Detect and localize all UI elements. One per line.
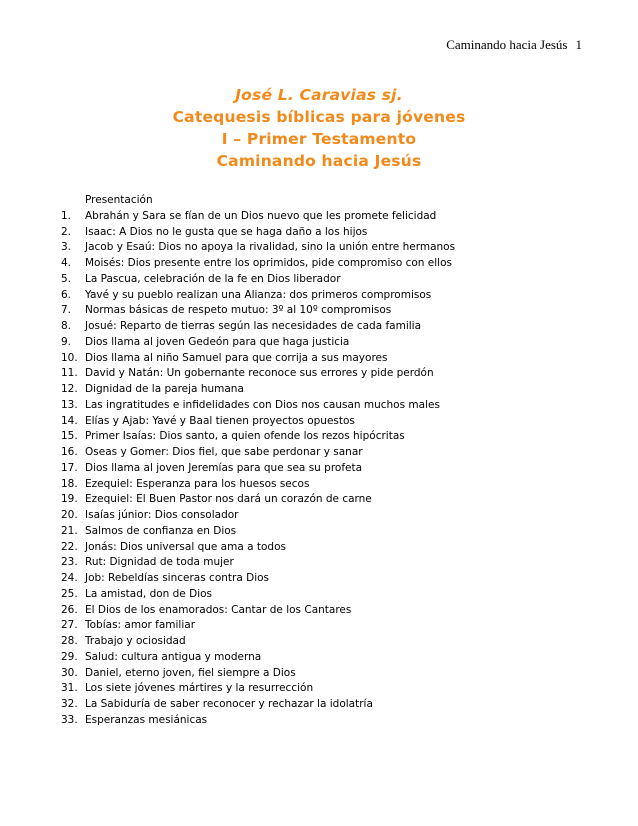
toc-item-number: 6. [61, 288, 72, 301]
toc-item [61, 288, 605, 304]
toc-item [61, 508, 605, 524]
toc-item-title: Daniel, eterno joven, fiel siempre a Dios [85, 666, 296, 679]
toc-item [61, 366, 605, 382]
toc-item [61, 272, 605, 288]
toc-item-number: 1. [61, 209, 72, 222]
title-block [0, 84, 638, 172]
running-header [446, 37, 582, 53]
toc-item [61, 303, 605, 319]
toc-item-number: 5. [61, 272, 72, 285]
toc-item-title: Las ingratitudes e infidelidades con Dios nos causan muchos males [85, 398, 440, 411]
toc-item-number: 19. [61, 493, 78, 506]
toc-item-number: 9. [61, 335, 72, 348]
toc-item-title: Abrahán y Sara se fían de un Dios nuevo que les promete felicidad [85, 209, 437, 222]
toc-item [61, 603, 605, 619]
toc-item [61, 618, 605, 634]
toc-item-number: 29. [61, 650, 78, 663]
toc-item-number: 25. [61, 587, 78, 600]
toc-item [61, 429, 605, 445]
toc-item [61, 209, 605, 225]
toc-item-number: 27. [61, 619, 78, 632]
toc-item-title: Dignidad de la pareja humana [85, 383, 244, 395]
toc-intro [85, 193, 605, 209]
toc-item [61, 225, 605, 241]
toc-item [61, 351, 605, 367]
toc-item [61, 492, 605, 508]
toc-item-number: 22. [61, 540, 78, 553]
toc-item-number: 31. [61, 682, 78, 695]
toc-item-title: Dios llama al joven Gedeón para que haga justicia [85, 335, 350, 348]
toc-item-title: Dios llama al joven Jeremías para que sea su profeta [85, 461, 363, 474]
toc-item [61, 240, 605, 256]
toc-item-number: 20. [61, 509, 78, 521]
toc-item-title: Primer Isaías: Dios santo, a quien ofende los rezos hipócritas [85, 430, 405, 443]
toc-item [61, 319, 605, 335]
toc-item-number: 26. [61, 603, 78, 616]
volume-title: I – Primer Testamento [221, 130, 417, 148]
toc-item [61, 477, 605, 493]
toc-item-title: Ezequiel: Esperanza para los huesos secos [85, 477, 310, 490]
toc-item-title: Ezequiel: El Buen Pastor nos dará un corazón de carne [85, 493, 372, 506]
toc-item-number: 4. [61, 257, 72, 269]
toc-item [61, 414, 605, 430]
toc-item-title: Trabajo y ociosidad [85, 635, 186, 647]
toc-item-title: Moisés: Dios presente entre los oprimidos, pide compromiso con ellos [85, 257, 452, 269]
toc-item [61, 555, 605, 571]
toc-item-title: David y Natán: Un gobernante reconoce sus errores y pide perdón [85, 367, 434, 380]
toc-intro-text: Presentación [85, 194, 153, 206]
toc-item-number: 7. [61, 304, 72, 317]
toc-item [61, 256, 605, 272]
toc-item-number: 13. [61, 398, 78, 411]
toc-item-title: Salud: cultura antigua y moderna [85, 650, 262, 663]
toc-item-title: La amistad, don de Dios [85, 587, 213, 600]
toc-item [61, 571, 605, 587]
toc-item [61, 461, 605, 477]
toc-item-number: 23. [61, 556, 78, 569]
toc-item [61, 681, 605, 697]
toc-item-number: 2. [61, 225, 72, 238]
toc-item-number: 12. [61, 383, 78, 395]
toc-item-number: 33. [61, 713, 78, 726]
toc-item-title: Rut: Dignidad de toda mujer [85, 556, 234, 569]
toc-item-title: Normas básicas de respeto mutuo: 3º al 10º compromisos [85, 304, 392, 317]
toc-item-title: Isaac: A Dios no le gusta que se haga daño a los hijos [85, 225, 368, 238]
toc-item [61, 666, 605, 682]
toc-item-number: 30. [61, 666, 78, 679]
toc-item-number: 32. [61, 698, 78, 710]
toc-item-number: 18. [61, 477, 78, 490]
toc-item-title: Jacob y Esaú: Dios no apoya la rivalidad, sino la unión entre hermanos [85, 241, 456, 254]
series-title: Catequesis bíblicas para jóvenes [172, 108, 466, 126]
toc-item-number: 3. [61, 241, 72, 254]
toc-item [61, 445, 605, 461]
book-title: Caminando hacia Jesús [216, 152, 422, 170]
toc-item-title: La Pascua, celebración de la fe en Dios liberador [85, 272, 341, 285]
toc-item [61, 524, 605, 540]
toc-item-title: Salmos de confianza en Dios [85, 524, 237, 537]
toc-item-number: 11. [61, 367, 78, 380]
toc-item-title: El Dios de los enamorados: Cantar de los Cantares [85, 603, 352, 616]
running-title: Caminando hacia Jesús [446, 37, 568, 52]
toc-item-title: Esperanzas mesiánicas [85, 713, 208, 726]
toc-item [61, 398, 605, 414]
toc-item-number: 10. [61, 351, 78, 364]
toc-item [61, 650, 605, 666]
toc-item-title: Yavé y su pueblo realizan una Alianza: dos primeros compromisos [85, 288, 432, 301]
toc-item [61, 587, 605, 603]
toc-item [61, 697, 605, 713]
table-of-contents [61, 193, 605, 729]
toc-item [61, 634, 605, 650]
toc-item [61, 382, 605, 398]
toc-item-title: Isaías júnior: Dios consolador [85, 509, 239, 521]
toc-item-title: Jonás: Dios universal que ama a todos [85, 540, 286, 553]
toc-item-number: 28. [61, 635, 78, 647]
toc-item-title: Josué: Reparto de tierras según las necesidades de cada familia [85, 320, 422, 332]
toc-item [61, 335, 605, 351]
author-line: José L. Caravias sj. [235, 86, 403, 104]
toc-item-title: Elías y Ajab: Yavé y Baal tienen proyectos opuestos [85, 414, 355, 427]
toc-item [61, 540, 605, 556]
page-number: 1 [575, 37, 582, 52]
toc-item-number: 8. [61, 320, 72, 332]
toc-item-number: 16. [61, 446, 78, 458]
toc-item-number: 14. [61, 414, 78, 427]
toc-item-title: Oseas y Gomer: Dios fiel, que sabe perdonar y sanar [85, 446, 363, 458]
toc-item-number: 21. [61, 524, 78, 537]
toc-item-title: Los siete jóvenes mártires y la resurrección [85, 682, 314, 695]
toc-item-title: Tobías: amor familiar [85, 619, 196, 632]
toc-item-title: Dios llama al niño Samuel para que corrija a sus mayores [85, 351, 388, 364]
toc-item-number: 24. [61, 572, 78, 584]
toc-item-number: 15. [61, 430, 78, 443]
toc-item-title: Job: Rebeldías sinceras contra Dios [85, 572, 270, 584]
toc-item-number: 17. [61, 461, 78, 474]
toc-item [61, 713, 605, 729]
toc-item-title: La Sabiduría de saber reconocer y rechazar la idolatría [85, 698, 373, 710]
